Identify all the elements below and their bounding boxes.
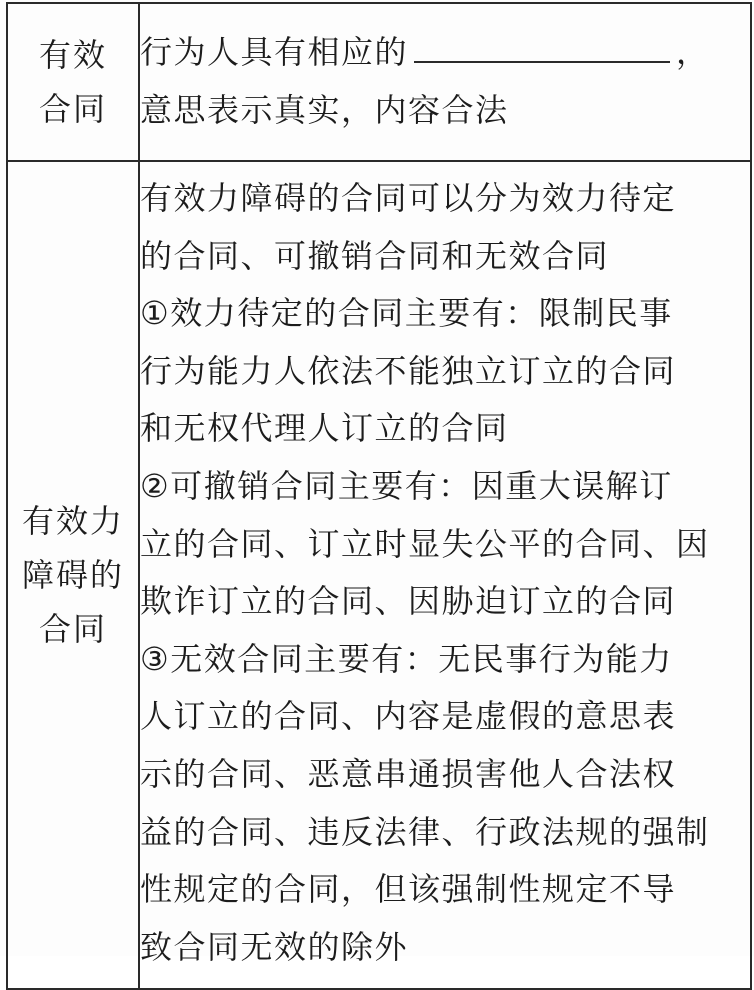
row-content-valid-contract <box>139 3 751 161</box>
content-line: 意思表示真实，内容合法 <box>140 91 509 129</box>
table-row-flawed-contract <box>7 161 751 989</box>
fill-in-blank <box>414 27 670 63</box>
content-line: ③无效合同主要有：无民事行为能力 <box>140 639 673 678</box>
content-line: 立的合同、订立时显失公平的合同、因 <box>140 524 710 563</box>
row-label-line: 障碍的 <box>21 556 124 594</box>
table-row-valid-contract <box>7 3 751 161</box>
row-label-valid-contract <box>7 3 139 161</box>
row-label-line: 有效力 <box>21 502 124 540</box>
row-label-line: 有效 <box>38 36 107 74</box>
content-line: 性规定的合同，但该强制性规定不导 <box>140 870 677 909</box>
content-line: 有效力障碍的合同可以分为效力待定 <box>140 179 677 217</box>
content-line: 益的合同、违反法律、行政法规的强制 <box>140 812 710 851</box>
content-line: ②可撤销合同主要有：因重大误解订 <box>140 466 673 505</box>
content-line: 欺诈订立的合同、因胁迫订立的合同 <box>140 582 677 621</box>
content-line: 的合同、可撤销合同和无效合同 <box>140 236 610 275</box>
content-line: 致合同无效的除外 <box>140 927 409 966</box>
content-line: ①效力待定的合同主要有：限制民事 <box>140 294 673 333</box>
content-text: ， <box>676 33 710 72</box>
row-content-flawed-contract <box>139 161 751 989</box>
contract-validity-table <box>6 2 752 990</box>
row-label-flawed-contract <box>7 161 139 989</box>
content-line: 示的合同、恶意串通损害他人合法权 <box>140 754 677 793</box>
content-line: 行为能力人依法不能独立订立的合同 <box>140 351 677 390</box>
content-line: 人订立的合同、内容是虚假的意思表 <box>140 697 677 736</box>
row-label-line: 合同 <box>38 610 107 648</box>
content-line-with-blank <box>140 24 750 82</box>
row-label-line: 合同 <box>38 90 107 128</box>
content-text: 行为人具有相应的 <box>140 33 409 72</box>
content-line: 和无权代理人订立的合同 <box>140 409 509 448</box>
